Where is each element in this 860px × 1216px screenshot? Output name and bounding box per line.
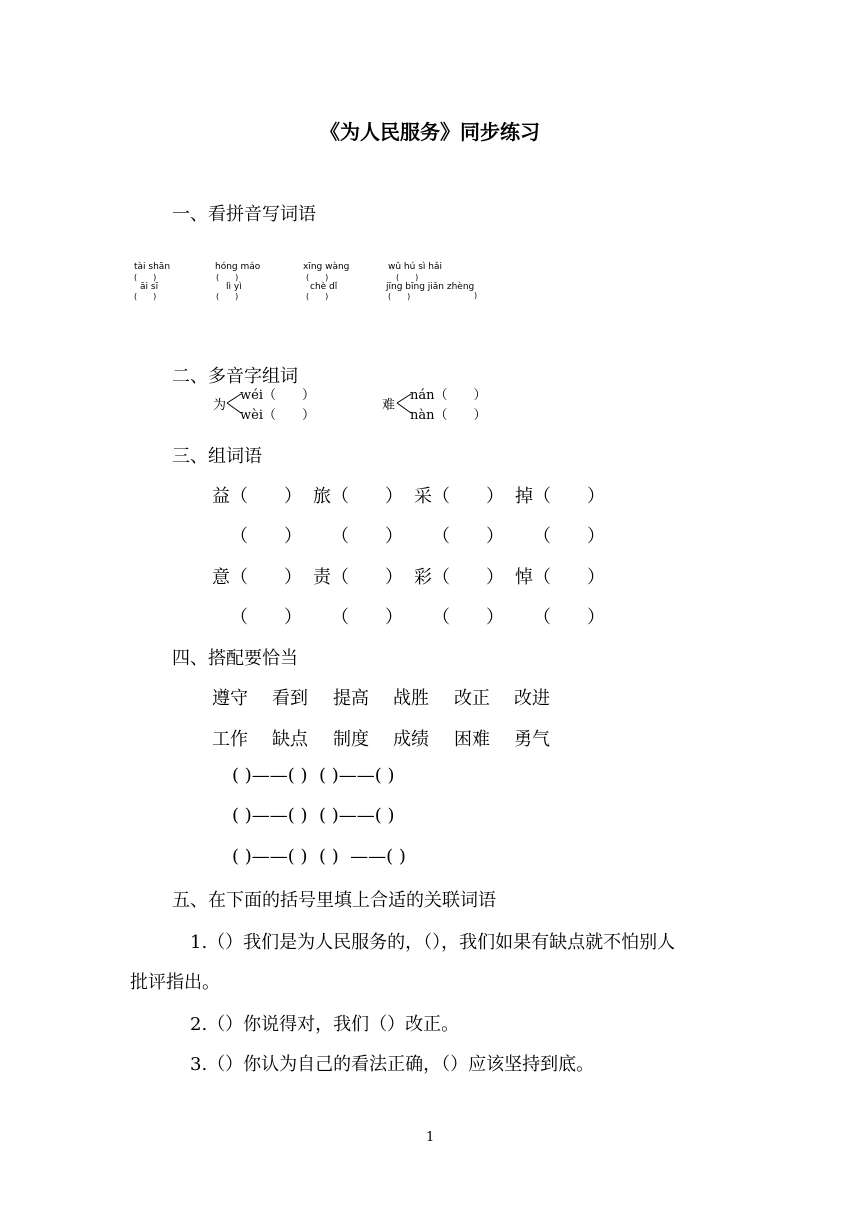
- polyphone-wei-4: wèi（ ）: [240, 408, 315, 423]
- word-blank: 彩（ ）: [414, 567, 504, 588]
- noun-word: 制度: [333, 729, 369, 750]
- word-blank: 悼（ ）: [515, 567, 605, 588]
- word-blank: （ ）: [331, 607, 403, 628]
- verb-word: 遵守: [212, 688, 248, 709]
- blank: ( ): [306, 292, 329, 301]
- pinyin-hongmao: hóng máo: [215, 262, 261, 272]
- page-number: 1: [426, 1130, 435, 1145]
- noun-word: 成绩: [393, 729, 429, 750]
- blank: ( ): [134, 292, 157, 301]
- word-blank: （ ）: [533, 526, 605, 547]
- verb-word: 看到: [272, 688, 308, 709]
- page-title: 《为人民服务》同步练习: [320, 120, 540, 144]
- verb-word: 改进: [514, 688, 550, 709]
- noun-word: 勇气: [514, 729, 550, 750]
- question-1: 1.（）我们是为人民服务的，（），我们如果有缺点就不怕别人: [190, 932, 676, 953]
- blank-close: ): [474, 291, 478, 300]
- polyphone-char-nan: 难: [382, 398, 396, 413]
- match-line: ( )——( ) ( )——( ): [232, 805, 395, 826]
- noun-word: 缺点: [272, 729, 308, 750]
- match-line: ( )——( ) ( ) ——( ): [232, 846, 406, 867]
- pinyin-aisi: āi sī: [140, 282, 159, 292]
- verb-word: 改正: [454, 688, 490, 709]
- pinyin-liyi: lì yì: [226, 282, 242, 292]
- word-blank: （ ）: [230, 607, 302, 628]
- blank: ( ): [216, 292, 239, 301]
- word-blank: 意（ ）: [212, 567, 302, 588]
- noun-word: 工作: [212, 729, 248, 750]
- polyphone-wei-2: wéi（ ）: [240, 388, 315, 403]
- pinyin-taishan: tài shān: [134, 262, 171, 272]
- word-blank: （ ）: [432, 607, 504, 628]
- pinyin-xingwang: xīng wàng: [303, 262, 350, 272]
- word-blank: 采（ ）: [414, 486, 504, 507]
- section1-heading: 一、看拼音写词语: [172, 204, 316, 225]
- section2-heading: 二、多音字组词: [172, 366, 298, 387]
- blank: ( ): [306, 273, 329, 282]
- word-blank: 益（ ）: [212, 486, 302, 507]
- section3-heading: 三、组词语: [172, 446, 262, 467]
- word-blank: 旅（ ）: [313, 486, 403, 507]
- section4-heading: 四、搭配要恰当: [172, 648, 298, 669]
- verb-word: 战胜: [393, 688, 429, 709]
- blank: ( ): [134, 273, 157, 282]
- pinyin-chedi: chè dǐ: [310, 282, 338, 292]
- question-1-continued: 批评指出。: [130, 972, 220, 993]
- word-blank: 掉（ ）: [515, 486, 605, 507]
- word-blank: （ ）: [432, 526, 504, 547]
- blank: ( ): [396, 273, 419, 282]
- pinyin-wuhusihai: wǔ hú sì hǎi: [388, 262, 442, 272]
- pinyin-jingbingjianzheng: jīng bīng jiǎn zhèng: [386, 282, 475, 292]
- polyphone-char-wei: 为: [213, 398, 227, 413]
- polyphone-nan-2: nán（ ）: [410, 388, 487, 403]
- blank: ( ): [388, 292, 411, 301]
- word-blank: 责（ ）: [313, 567, 403, 588]
- question-3: 3.（）你认为自己的看法正确，（）应该坚持到底。: [190, 1054, 595, 1075]
- verb-word: 提高: [333, 688, 369, 709]
- blank: ( ): [216, 273, 239, 282]
- section5-heading: 五、在下面的括号里填上合适的关联词语: [172, 890, 496, 911]
- word-blank: （ ）: [230, 526, 302, 547]
- noun-word: 困难: [454, 729, 490, 750]
- word-blank: （ ）: [533, 607, 605, 628]
- polyphone-nan-4: nàn（ ）: [410, 408, 487, 423]
- match-line: ( )——( ) ( )——( ): [232, 765, 395, 786]
- question-2: 2.（）你说得对，我们（）改正。: [190, 1014, 460, 1035]
- word-blank: （ ）: [331, 526, 403, 547]
